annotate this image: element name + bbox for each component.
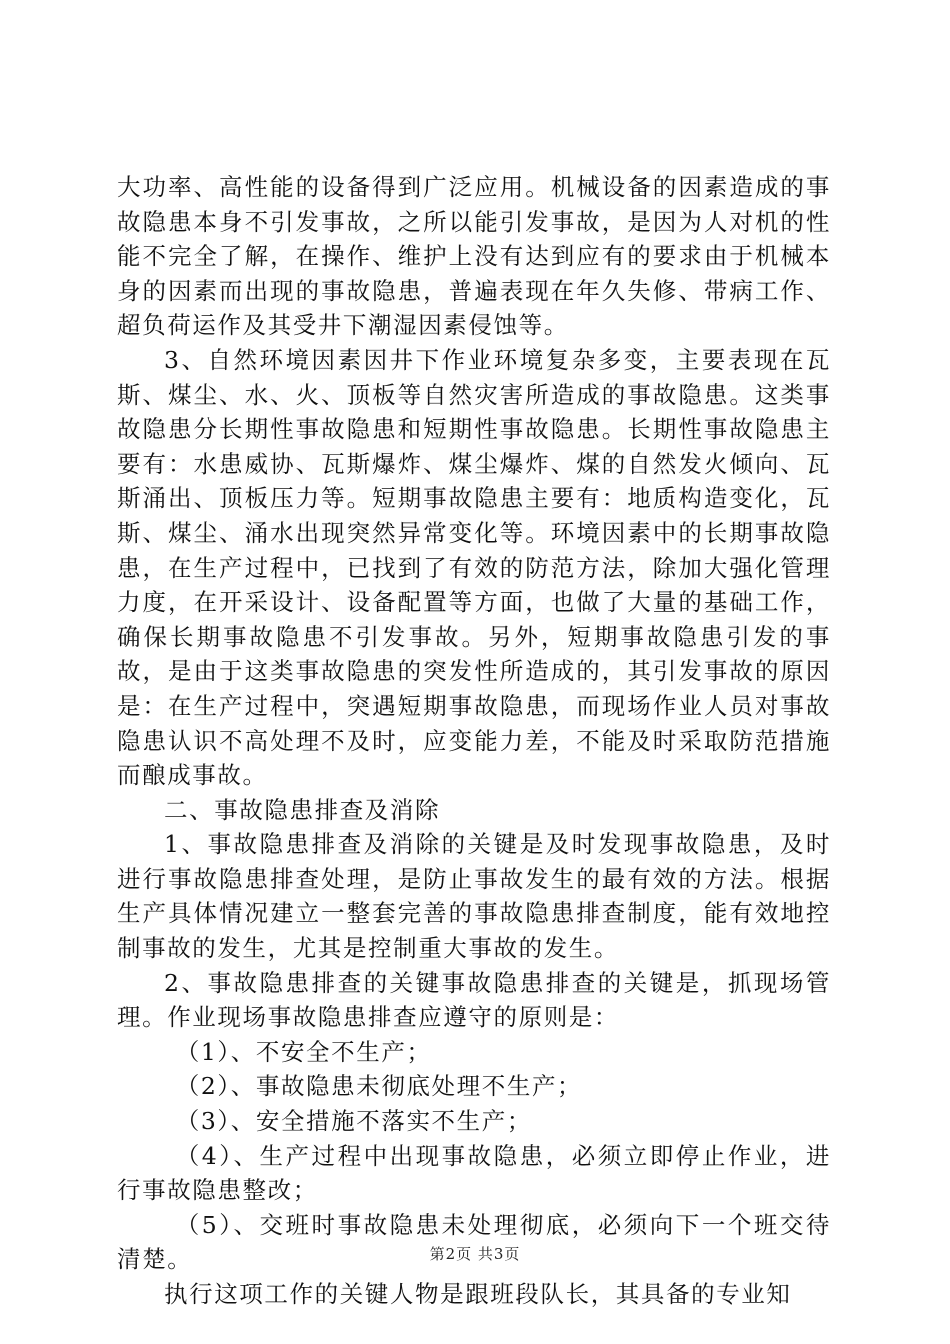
list-item-principle-4: （4）、生产过程中出现事故隐患，必须立即停止作业，进行事故隐患整改； (117, 1141, 831, 1205)
list-item-principle-2: （2）、事故隐患未彻底处理不生产； (175, 1072, 583, 1101)
list-item-principle-3: （3）、安全措施不落实不生产； (175, 1107, 532, 1136)
paragraph-site-management: 2、事故隐患排查的关键事故隐患排查的关键是，抓现场管理。作业现场事故隐患排查应遵守的原则是： (117, 968, 831, 1032)
paragraph-check-key-point: 1、事故隐患排查及消除的关键是及时发现事故隐患，及时进行事故隐患排查处理，是防止事故发生的最有效的方法。根据生产具体情况建立一整套完善的事故隐患排查制度，能有效地控制事故的发生，尤其是控制重大事故的发生。 (117, 830, 831, 963)
list-item-principle-5: （5）、交班时事故隐患未处理彻底，必须向下一个班交待清楚。 (117, 1210, 831, 1274)
paragraph-natural-environment: 3、自然环境因素因井下作业环境复杂多变，主要表现在瓦斯、煤尘、水、火、顶板等自然灾害所造成的事故隐患。这类事故隐患分长期性事故隐患和短期性事故隐患。长期性事故隐患主要有：水患威协、瓦斯爆炸、煤尘爆炸、煤的自然发火倾向、瓦斯涌出、顶板压力等。短期事故隐患主要有：地质构造变化，瓦斯、煤尘、涌水出现突然异常变化等。环境因素中的长期事故隐患，在生产过程中，已找到了有效的防范方法，除加大强化管理力度，在开采设计、设备配置等方面，也做了大量的基础工作，确保长期事故隐患不引发事故。另外，短期事故隐患引发的事故，是由于这类事故隐患的突发性所造成的，其引发事故的原因是：在生产过程中，突遇短期事故隐患，而现场作业人员对事故隐患认识不高处理不及时，应变能力差，不能及时采取防范措施而酿成事故。 (117, 345, 831, 790)
document-body (117, 170, 831, 1312)
page-number-footer: 第2页 共3页 (429, 1245, 521, 1263)
section-heading-hazard-check: 二、事故隐患排查及消除 (164, 795, 441, 824)
paragraph-team-leader: 执行这项工作的关键人物是跟班段队长，其具备的专业知 (164, 1280, 792, 1308)
list-item-principle-1: （1）、不安全不生产； (175, 1037, 432, 1066)
paragraph-machinery-factors: 大功率、高性能的设备得到广泛应用。机械设备的因素造成的事故隐患本身不引发事故，之所以能引发事故，是因为人对机的性能不完全了解，在操作、维护上没有达到应有的要求由于机械本身的因素而出现的事故隐患，普遍表现在年久失修、带病工作、超负荷运作及其受井下潮湿因素侵蚀等。 (117, 173, 831, 340)
